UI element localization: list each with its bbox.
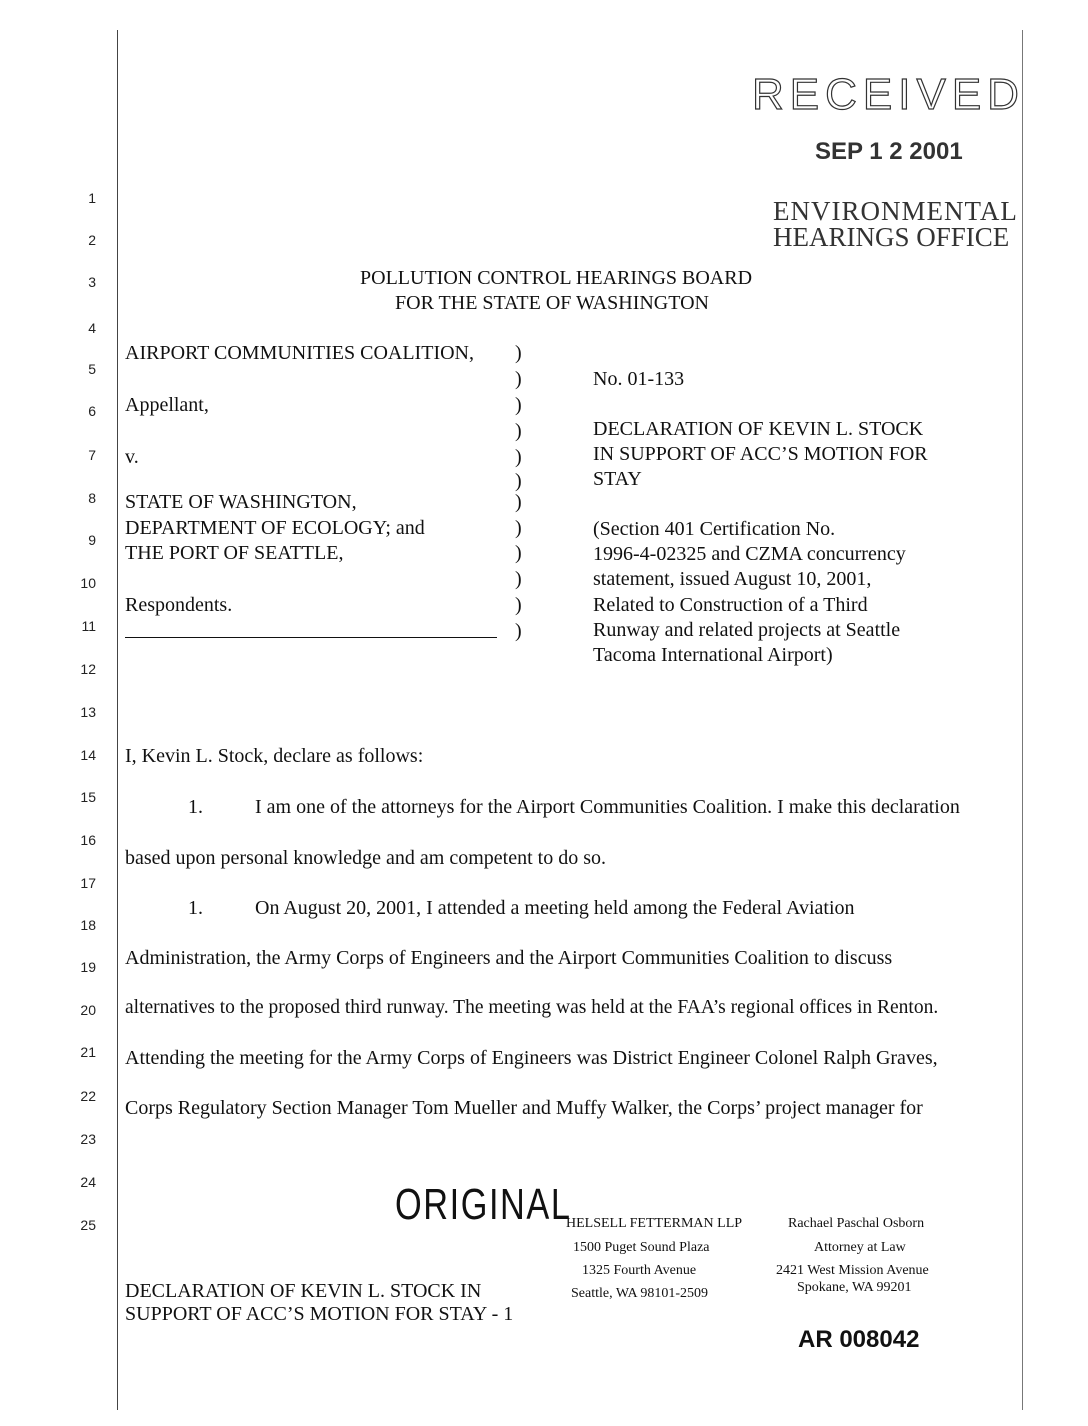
paren: ): [515, 594, 522, 616]
paren: ): [515, 517, 522, 539]
paragraph-1-line1: I am one of the attorneys for the Airport Communities Coalition. I make this declaration: [255, 796, 960, 818]
line-number: 4: [88, 320, 96, 336]
firm2-address-line1: Attorney at Law: [814, 1240, 906, 1255]
declaration-title-line1: DECLARATION OF KEVIN L. STOCK: [593, 418, 924, 440]
board-title-line1: POLLUTION CONTROL HEARINGS BOARD: [360, 267, 753, 289]
subject-line1: (Section 401 Certification No.: [593, 518, 836, 540]
subject-line6: Tacoma International Airport): [593, 644, 833, 666]
paragraph-2-line5: Corps Regulatory Section Manager Tom Mueller and Muffy Walker, the Corps’ project manager for: [125, 1097, 923, 1119]
paragraph-number: 1.: [188, 897, 203, 919]
line-number: 2: [88, 232, 96, 248]
subject-line4: Related to Construction of a Third: [593, 594, 868, 616]
intro-line: I, Kevin L. Stock, declare as follows:: [125, 745, 424, 767]
firm2-address-line2: 2421 West Mission Avenue: [776, 1263, 929, 1278]
right-margin-rule: [1022, 30, 1023, 1410]
line-number: 21: [80, 1044, 96, 1060]
bates-number: AR 008042: [798, 1326, 920, 1353]
paren: ): [515, 446, 522, 468]
case-number: No. 01-133: [593, 368, 685, 390]
line-number: 12: [80, 661, 96, 677]
appellant-name: AIRPORT COMMUNITIES COALITION,: [125, 342, 474, 364]
paren: ): [515, 620, 522, 642]
versus: v.: [125, 446, 139, 468]
firm1-name: HELSELL FETTERMAN LLP: [566, 1216, 743, 1231]
respondent-line3: THE PORT OF SEATTLE,: [125, 542, 344, 564]
respondent-line2: DEPARTMENT OF ECOLOGY; and: [125, 517, 425, 539]
line-number: 14: [80, 747, 96, 763]
line-number: 10: [80, 575, 96, 591]
received-stamp-title: RECEIVED: [752, 70, 1025, 119]
line-number: 18: [80, 917, 96, 933]
respondent-line1: STATE OF WASHINGTON,: [125, 491, 357, 513]
declaration-title-line2: IN SUPPORT OF ACC’S MOTION FOR: [593, 443, 928, 465]
paren: ): [515, 568, 522, 590]
paren: ): [515, 342, 522, 364]
paragraph-2-line3: alternatives to the proposed third runway. The meeting was held at the FAA’s regional offices in Renton.: [125, 997, 939, 1018]
paren: ): [515, 470, 522, 492]
footer-doc-title-line2: SUPPORT OF ACC’S MOTION FOR STAY - 1: [125, 1303, 514, 1325]
line-number: 24: [80, 1174, 96, 1190]
left-margin-rule: [117, 30, 118, 1410]
paren: ): [515, 394, 522, 416]
original-stamp: ORIGINAL: [395, 1180, 572, 1229]
firm1-address-line1: 1500 Puget Sound Plaza: [573, 1240, 710, 1255]
line-number: 16: [80, 832, 96, 848]
received-stamp-office-line2: HEARINGS OFFICE: [773, 222, 1010, 252]
line-number: 15: [80, 789, 96, 805]
line-number: 17: [80, 875, 96, 891]
paren: ): [515, 368, 522, 390]
line-number: 20: [80, 1002, 96, 1018]
firm1-address-line3: Seattle, WA 98101-2509: [571, 1286, 709, 1301]
footer-doc-title-line1: DECLARATION OF KEVIN L. STOCK IN: [125, 1280, 482, 1302]
line-number: 1: [88, 190, 96, 206]
line-number: 11: [81, 618, 96, 634]
subject-line3: statement, issued August 10, 2001,: [593, 568, 872, 590]
line-number: 7: [88, 447, 96, 463]
caption-signature-rule: [125, 637, 497, 638]
firm2-address-line3: Spokane, WA 99201: [797, 1280, 912, 1295]
paragraph-number: 1.: [188, 796, 203, 818]
paragraph-1-line2: based upon personal knowledge and am competent to do so.: [125, 847, 606, 869]
line-number: 8: [88, 490, 96, 506]
received-stamp-office-line1: ENVIRONMENTAL: [773, 196, 1018, 226]
paragraph-2-line4: Attending the meeting for the Army Corps of Engineers was District Engineer Colonel Ralph Graves,: [125, 1047, 938, 1069]
board-title-line2: FOR THE STATE OF WASHINGTON: [395, 292, 709, 314]
declaration-title-line3: STAY: [593, 468, 642, 490]
firm1-address-line2: 1325 Fourth Avenue: [582, 1263, 697, 1278]
paragraph-2-line1: On August 20, 2001, I attended a meeting held among the Federal Aviation: [255, 897, 855, 919]
paren: ): [515, 420, 522, 442]
line-number: 5: [88, 361, 96, 377]
line-number: 9: [88, 532, 96, 548]
paragraph-2-line2: Administration, the Army Corps of Engineers and the Airport Communities Coalition to discuss: [125, 947, 893, 969]
line-number: 23: [80, 1131, 96, 1147]
firm2-name: Rachael Paschal Osborn: [788, 1216, 925, 1231]
received-stamp-date: SEP 1 2 2001: [815, 138, 963, 165]
line-number: 3: [88, 274, 96, 290]
appellant-role: Appellant,: [125, 394, 209, 416]
line-number: 13: [80, 704, 96, 720]
paren: ): [515, 491, 522, 513]
line-number: 19: [80, 959, 96, 975]
subject-line5: Runway and related projects at Seattle: [593, 619, 901, 641]
respondent-role: Respondents.: [125, 594, 233, 616]
line-number: 22: [80, 1088, 96, 1104]
paren: ): [515, 542, 522, 564]
subject-line2: 1996-4-02325 and CZMA concurrency: [593, 543, 906, 565]
line-number: 25: [80, 1217, 96, 1233]
line-number: 6: [88, 403, 96, 419]
